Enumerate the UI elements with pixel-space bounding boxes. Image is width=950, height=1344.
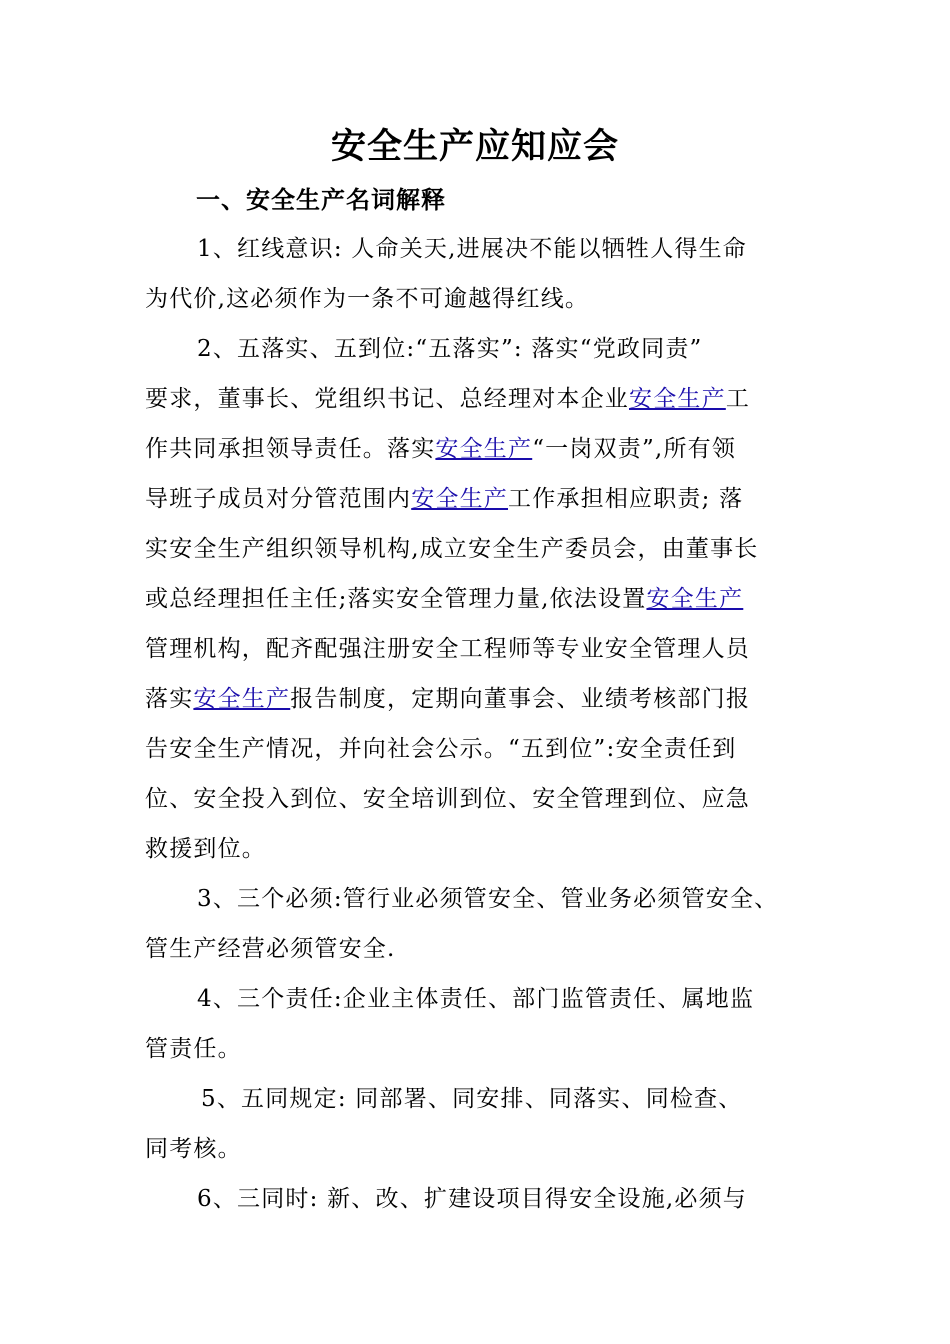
paragraph-line: 4、三个责任:企业主体责任、部门监管责任、属地监 (197, 986, 755, 1012)
paragraph-line: 6、三同时: 新、改、扩建设项目得安全设施,必须与 (197, 1186, 748, 1212)
paragraph-line (145, 424, 815, 474)
paragraph-line: 管理机构，配齐配强注册安全工程师等专业安全管理人员 (145, 636, 750, 662)
paragraph-line: 告安全生产情况，并向社会公示。“五到位”:安全责任到 (145, 736, 737, 762)
paragraph-line: 救援到位。 (145, 836, 266, 862)
paragraph-line: 为代价,这必须作为一条不可逾越得红线。 (145, 286, 590, 312)
paragraph-line (145, 574, 815, 624)
paragraph-line: 位、安全投入到位、安全培训到位、安全管理到位、应急 (145, 786, 750, 812)
text-segment: 作共同承担领导责任。落实 (145, 436, 436, 462)
document-title: 安全生产应知应会 (330, 126, 619, 167)
section-heading: 一、安全生产名词解释 (196, 186, 446, 214)
paragraph-line: 实安全生产组织领导机构,成立安全生产委员会，由董事长 (145, 536, 759, 562)
paragraph-line: 5、五同规定: 同部署、同安排、同落实、同检查、 (201, 1086, 743, 1112)
text-segment: 报告制度，定期向董事会、业绩考核部门报 (290, 686, 751, 712)
document-body (145, 224, 815, 1224)
safety-production-link[interactable]: 安全生产 (411, 486, 509, 512)
paragraph-line (145, 474, 815, 524)
paragraph-line: 同考核。 (145, 1136, 242, 1162)
paragraph-line: 管生产经营必须管安全. (145, 936, 396, 962)
text-segment: “一岗双责”,所有领 (532, 436, 737, 462)
paragraph-line (145, 674, 815, 724)
text-segment: 导班子成员对分管范围内 (145, 486, 412, 512)
safety-production-link[interactable]: 安全生产 (435, 436, 533, 462)
safety-production-link[interactable]: 安全生产 (646, 586, 744, 612)
text-segment: 或总经理担任主任;落实安全管理力量,依法设置 (145, 586, 647, 612)
paragraph-line: 2、五落实、五到位:“五落实”: 落实“党政同责” (197, 336, 703, 362)
text-segment: 工 (725, 386, 751, 412)
text-segment: 要求，董事长、党组织书记、总经理对本企业 (145, 386, 629, 412)
text-segment: 工作承担相应职责; 落 (508, 486, 744, 512)
paragraph-line: 1、红线意识: 人命关天,进展决不能以牺牲人得生命 (197, 236, 748, 262)
paragraph-line: 管责任。 (145, 1036, 242, 1062)
safety-production-link[interactable]: 安全生产 (629, 386, 726, 412)
safety-production-link[interactable]: 安全生产 (193, 686, 291, 712)
text-segment: 落实 (145, 686, 194, 712)
paragraph-line (145, 374, 815, 424)
paragraph-line: 3、三个必须:管行业必须管安全、管业务必须管安全、 (197, 886, 779, 912)
